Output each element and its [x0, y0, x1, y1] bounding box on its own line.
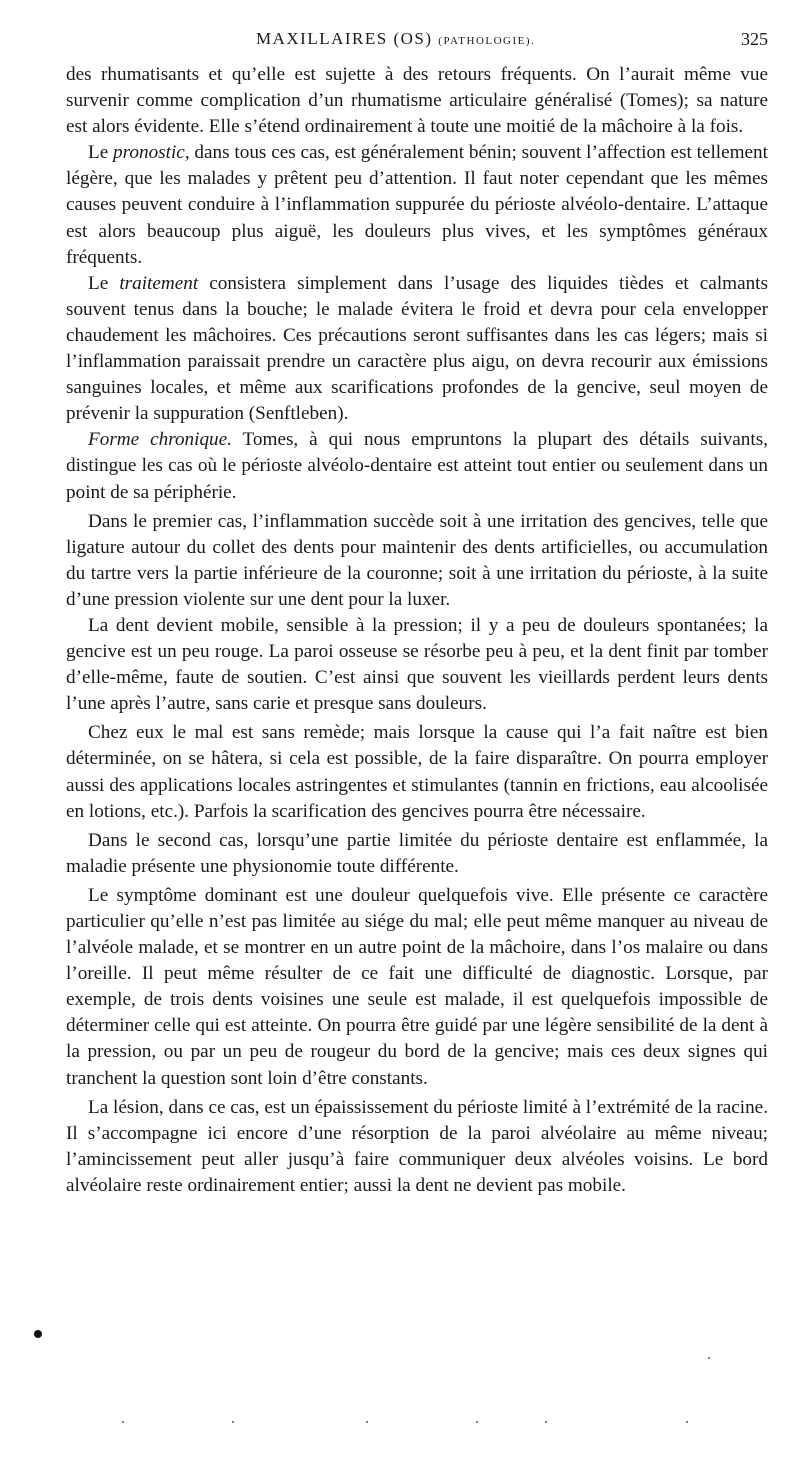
paragraph: [66, 271, 768, 428]
paragraph-text: Tomes, à qui nous empruntons la plupart des détails suivants, distingue les cas où le périoste alvéolo-dentaire est atteint tout entier ou seulement dans un point de sa périphérie.: [66, 429, 768, 503]
scan-speck: [232, 1421, 234, 1423]
paragraph: [66, 140, 768, 270]
page-number: 325: [741, 29, 768, 49]
scan-speck: [122, 1421, 124, 1423]
paragraph: [66, 1095, 768, 1199]
paragraph: [66, 883, 768, 1092]
paragraph-text: Dans le premier cas, l’inflammation succède soit à une irritation des gencives, telle que ligature autour du collet des dents pour maintenir des dents artificielles, ou accumulation du tartre vers la partie inférieure de la couronne; soit à une irritation du périoste, à la suite d’une pression violente sur une dent pour la luxer.: [66, 510, 768, 610]
paragraph-text: , dans tous ces cas, est généralement bénin; souvent l’affection est tellement légère, que les malades y prêtent peu d’attention. Il faut noter cependant que les mêmes causes peuvent conduire à l’inflammation suppurée du périoste alvéolo-dentaire. L’attaque est alors beaucoup plus aiguë, les douleurs plus vives, et les symptômes généraux fréquents.: [66, 142, 768, 268]
paragraph-text: Dans le second cas, lorsqu’une partie limitée du périoste dentaire est enflammée, la maladie présente une physionomie toute différente.: [66, 829, 768, 877]
paragraph: [66, 720, 768, 824]
paragraph-text: La lésion, dans ce cas, est un épaississement du périoste limité à l’extrémité de la racine. Il s’accompagne ici encore d’une résorption de la paroi alvéolaire au même niveau; l’amincissement peut aller jusqu’à faire communiquer deux alvéoles voisins. Le bord alvéolaire reste ordinairement entier; aussi la dent ne devient pas mobile.: [66, 1096, 768, 1196]
paragraph-text: Le: [88, 142, 114, 164]
scan-speck: [708, 1357, 710, 1359]
scan-speck: [545, 1421, 547, 1423]
paragraph: [66, 62, 768, 140]
scan-speck: [476, 1421, 478, 1423]
running-title: [256, 29, 535, 49]
body-text: [66, 62, 768, 1199]
paragraph-italic-term: Forme chronique.: [88, 429, 232, 451]
scan-speck: [686, 1421, 688, 1423]
paragraph-text: des rhumatisants et qu’elle est sujette à des retours fréquents. On l’aurait même vue survenir comme complication d’un rhumatisme articulaire généralisé (Tomes); sa nature est alors évidente. Elle s’étend ordinairement à toute une moitié de la mâchoire à la fois.: [66, 64, 768, 138]
paragraph: [66, 828, 768, 880]
paragraph-text: Le symptôme dominant est une douleur quelquefois vive. Elle présente ce caractère particulier qu’elle n’est pas limitée au siége du mal; elle peut même manquer au niveau de l’alvéole malade, et se montrer en un autre point de la mâchoire, dans l’os malaire ou dans l’oreille. Il peut même résulter de ce fait une difficulté de diagnostic. Lorsque, par exemple, de trois dents voisines une seule est malade, il est quelquefois impossible de déterminer celle qui est atteinte. On pourra être guidé par une légère sensibilité de la dent à la pression, ou par un peu de rougeur du bord de la gencive; mais ces deux signes qui tranchent la question sont loin d’être constants.: [66, 884, 768, 1089]
paragraph-italic-term: pronostic: [113, 142, 185, 164]
paragraph: [66, 613, 768, 717]
header-subtitle: (PATHOLOGIE).: [438, 35, 536, 47]
header-title: MAXILLAIRES (OS): [256, 29, 433, 48]
paragraph: [66, 427, 768, 505]
paragraph-text: consistera simplement dans l’usage des liquides tièdes et calmants souvent tenus dans la bouche; le malade évitera le froid et devra pour cela envelopper chaudement les mâchoires. Ces précautions seront suffisantes dans les cas légers; mais si l’inflammation paraissait prendre un caractère plus aigu, on devra recourir aux émissions sanguines locales, et même aux scarifications profondes de la gencive, seul moyen de prévenir la suppuration (Senftleben).: [66, 272, 768, 425]
margin-ink-dot: [34, 1330, 42, 1338]
running-head: [66, 29, 768, 55]
paragraph-text: La dent devient mobile, sensible à la pression; il y a peu de douleurs spontanées; la gencive est un peu rouge. La paroi osseuse se résorbe peu à peu, et la dent finit par tomber d’elle-même, faute de soutien. C’est ainsi que souvent les vieillards perdent leurs dents l’une après l’autre, sans carie et presque sans douleurs.: [66, 614, 768, 715]
paragraph-text: Le: [88, 272, 120, 294]
scan-speck: [366, 1421, 368, 1423]
paragraph-italic-term: traitement: [119, 272, 199, 294]
paragraph-text: Chez eux le mal est sans remède; mais lorsque la cause qui l’a fait naître est bien déterminée, on se hâtera, si cela est possible, de la faire disparaître. On pourra employer aussi des applications locales astringentes et stimulantes (tannin en frictions, eau alcoolisée en lotions, etc.). Parfois la scarification des gencives pourra être nécessaire.: [66, 722, 768, 822]
paragraph: [66, 509, 768, 613]
